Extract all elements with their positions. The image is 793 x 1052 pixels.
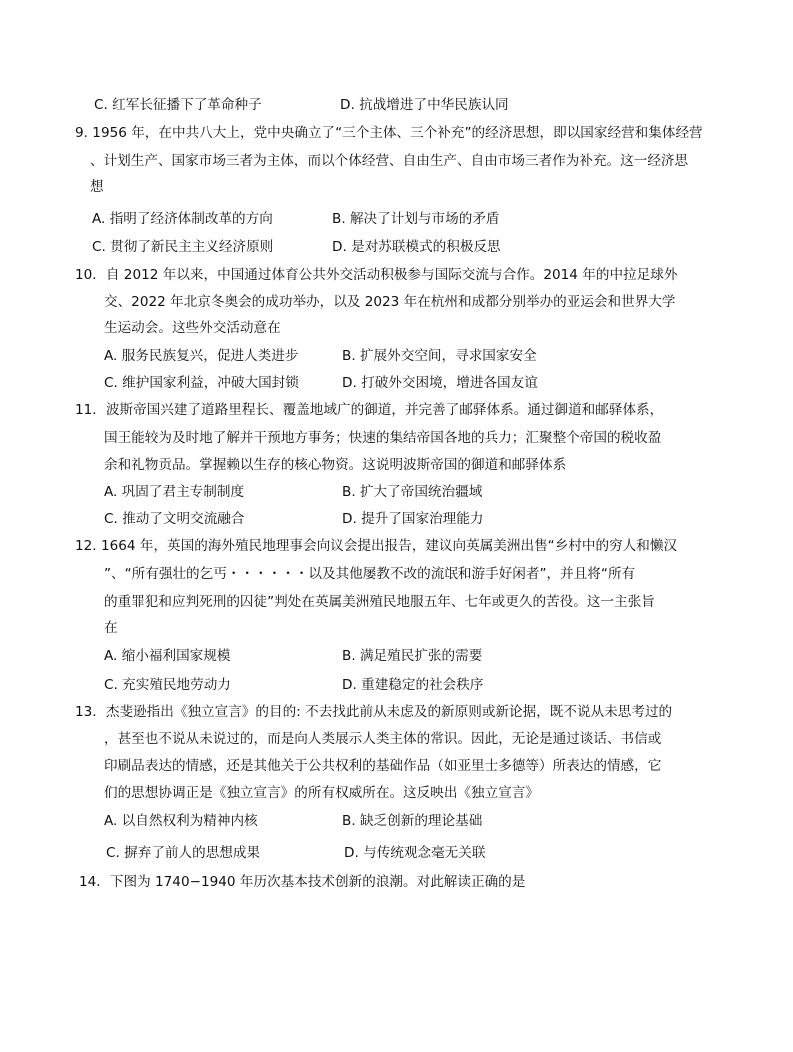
q11-option-d: D. 提升了国家治理能力 — [342, 511, 484, 527]
q8-option-d: D. 抗战增进了中华民族认同 — [340, 97, 509, 113]
q9-stem-line-2: 、计划生产、国家市场三者为主体，而以个体经营、自由生产、自由市场三者作为补充。这一经济思 — [90, 153, 689, 169]
q12-option-b: B. 满足殖民扩张的需要 — [342, 648, 483, 664]
q9-option-b: B. 解决了计划与市场的矛盾 — [332, 211, 500, 227]
q13-option-b: B. 缺乏创新的理论基础 — [342, 813, 483, 829]
q10-option-a: A. 服务民族复兴，促进人类进步 — [104, 348, 299, 364]
q12-stem-line-2: ”、“所有强壮的乞丐・・・・・・以及其他屡教不改的流氓和游手好闲者”，并且将“所有 — [104, 566, 636, 582]
q11-stem-line-2: 国王能较为及时地了解并干预地方事务；快速的集结帝国各地的兵力；汇聚整个帝国的税收盈 — [104, 430, 662, 446]
q13-option-a: A. 以自然权利为精神内核 — [104, 813, 258, 829]
q13-stem-line-1: 13．杰斐逊指出《独立宣言》的目的: 不去找此前从未虑及的新原则或新论据，既不说从未思考过的 — [75, 704, 673, 720]
q13-stem-line-4: 们的思想协调正是《独立宣言》的所有权威所在。这反映出《独立宣言》 — [104, 785, 539, 801]
q12-option-c: C. 充实殖民地劳动力 — [104, 677, 231, 693]
q9-stem-line-3: 想 — [90, 179, 104, 195]
q12-stem-line-3: 的重罪犯和应判死刑的囚徒”判处在英属美洲殖民地服五年、七年或更久的苦役。这一主张旨 — [104, 594, 655, 610]
q11-stem-line-3: 余和礼物贡品。掌握赖以生存的核心物资。这说明波斯帝国的御道和邮驿体系 — [104, 457, 567, 473]
q9-option-d: D. 是对苏联模式的积极反思 — [332, 239, 501, 255]
q13-stem-line-3: 印刷品表达的情感，还是其他关于公共权利的基础作品（如亚里士多德等）所表达的情感，它 — [104, 758, 662, 774]
q12-option-a: A. 缩小福利国家规模 — [104, 648, 231, 664]
q10-stem-line-2: 交、2022 年北京冬奥会的成功举办，以及 2023 年在杭州和成都分别举办的亚运会和世界大学 — [104, 294, 676, 310]
q9-option-a: A. 指明了经济体制改革的方向 — [92, 211, 273, 227]
q12-stem-line-1: 12. 1664 年，英国的海外殖民地理事会向议会提出报告，建议向英属美洲出售“乡村中的穷人和懒汉 — [75, 538, 678, 554]
q13-stem-line-2: ，甚至也不说从未说过的，而是向人类展示人类主体的常识。因此，无论是通过谈话、书信或 — [104, 731, 662, 747]
q9-option-c: C. 贯彻了新民主主义经济原则 — [92, 239, 274, 255]
q11-option-a: A. 巩固了君主专制制度 — [104, 484, 245, 500]
q13-option-d: D. 与传统观念毫无关联 — [344, 845, 486, 861]
q14-stem-line-1: 14．下图为 1740−1940 年历次基本技术创新的浪潮。对此解读正确的是 — [79, 874, 526, 890]
q10-option-c: C. 维护国家利益，冲破大国封锁 — [104, 375, 299, 391]
q9-stem-line-1: 9. 1956 年，在中共八大上，党中央确立了“三个主体、三个补充”的经济思想，即以国家经营和集体经营 — [75, 125, 703, 141]
q12-option-d: D. 重建稳定的社会秩序 — [342, 677, 484, 693]
q12-stem-line-4: 在 — [104, 620, 118, 636]
q10-option-d: D. 打破外交困境，增进各国友谊 — [342, 375, 538, 391]
q11-option-c: C. 推动了文明交流融合 — [104, 511, 245, 527]
q10-stem-line-1: 10．自 2012 年以来，中国通过体育公共外交活动积极参与国际交流与合作。2014 年的中拉足球外 — [75, 267, 678, 283]
q13-option-c: C. 摒弃了前人的思想成果 — [106, 845, 261, 861]
q8-option-c: C. 红军长征播下了革命种子 — [94, 97, 262, 113]
q10-option-b: B. 扩展外交空间，寻求国家安全 — [342, 348, 537, 364]
q11-stem-line-1: 11．波斯帝国兴建了道路里程长、覆盖地域广的御道，并完善了邮驿体系。通过御道和邮驿体系， — [75, 402, 664, 418]
q11-option-b: B. 扩大了帝国统治疆域 — [342, 484, 483, 500]
q10-stem-line-3: 生运动会。这些外交活动意在 — [104, 320, 281, 336]
